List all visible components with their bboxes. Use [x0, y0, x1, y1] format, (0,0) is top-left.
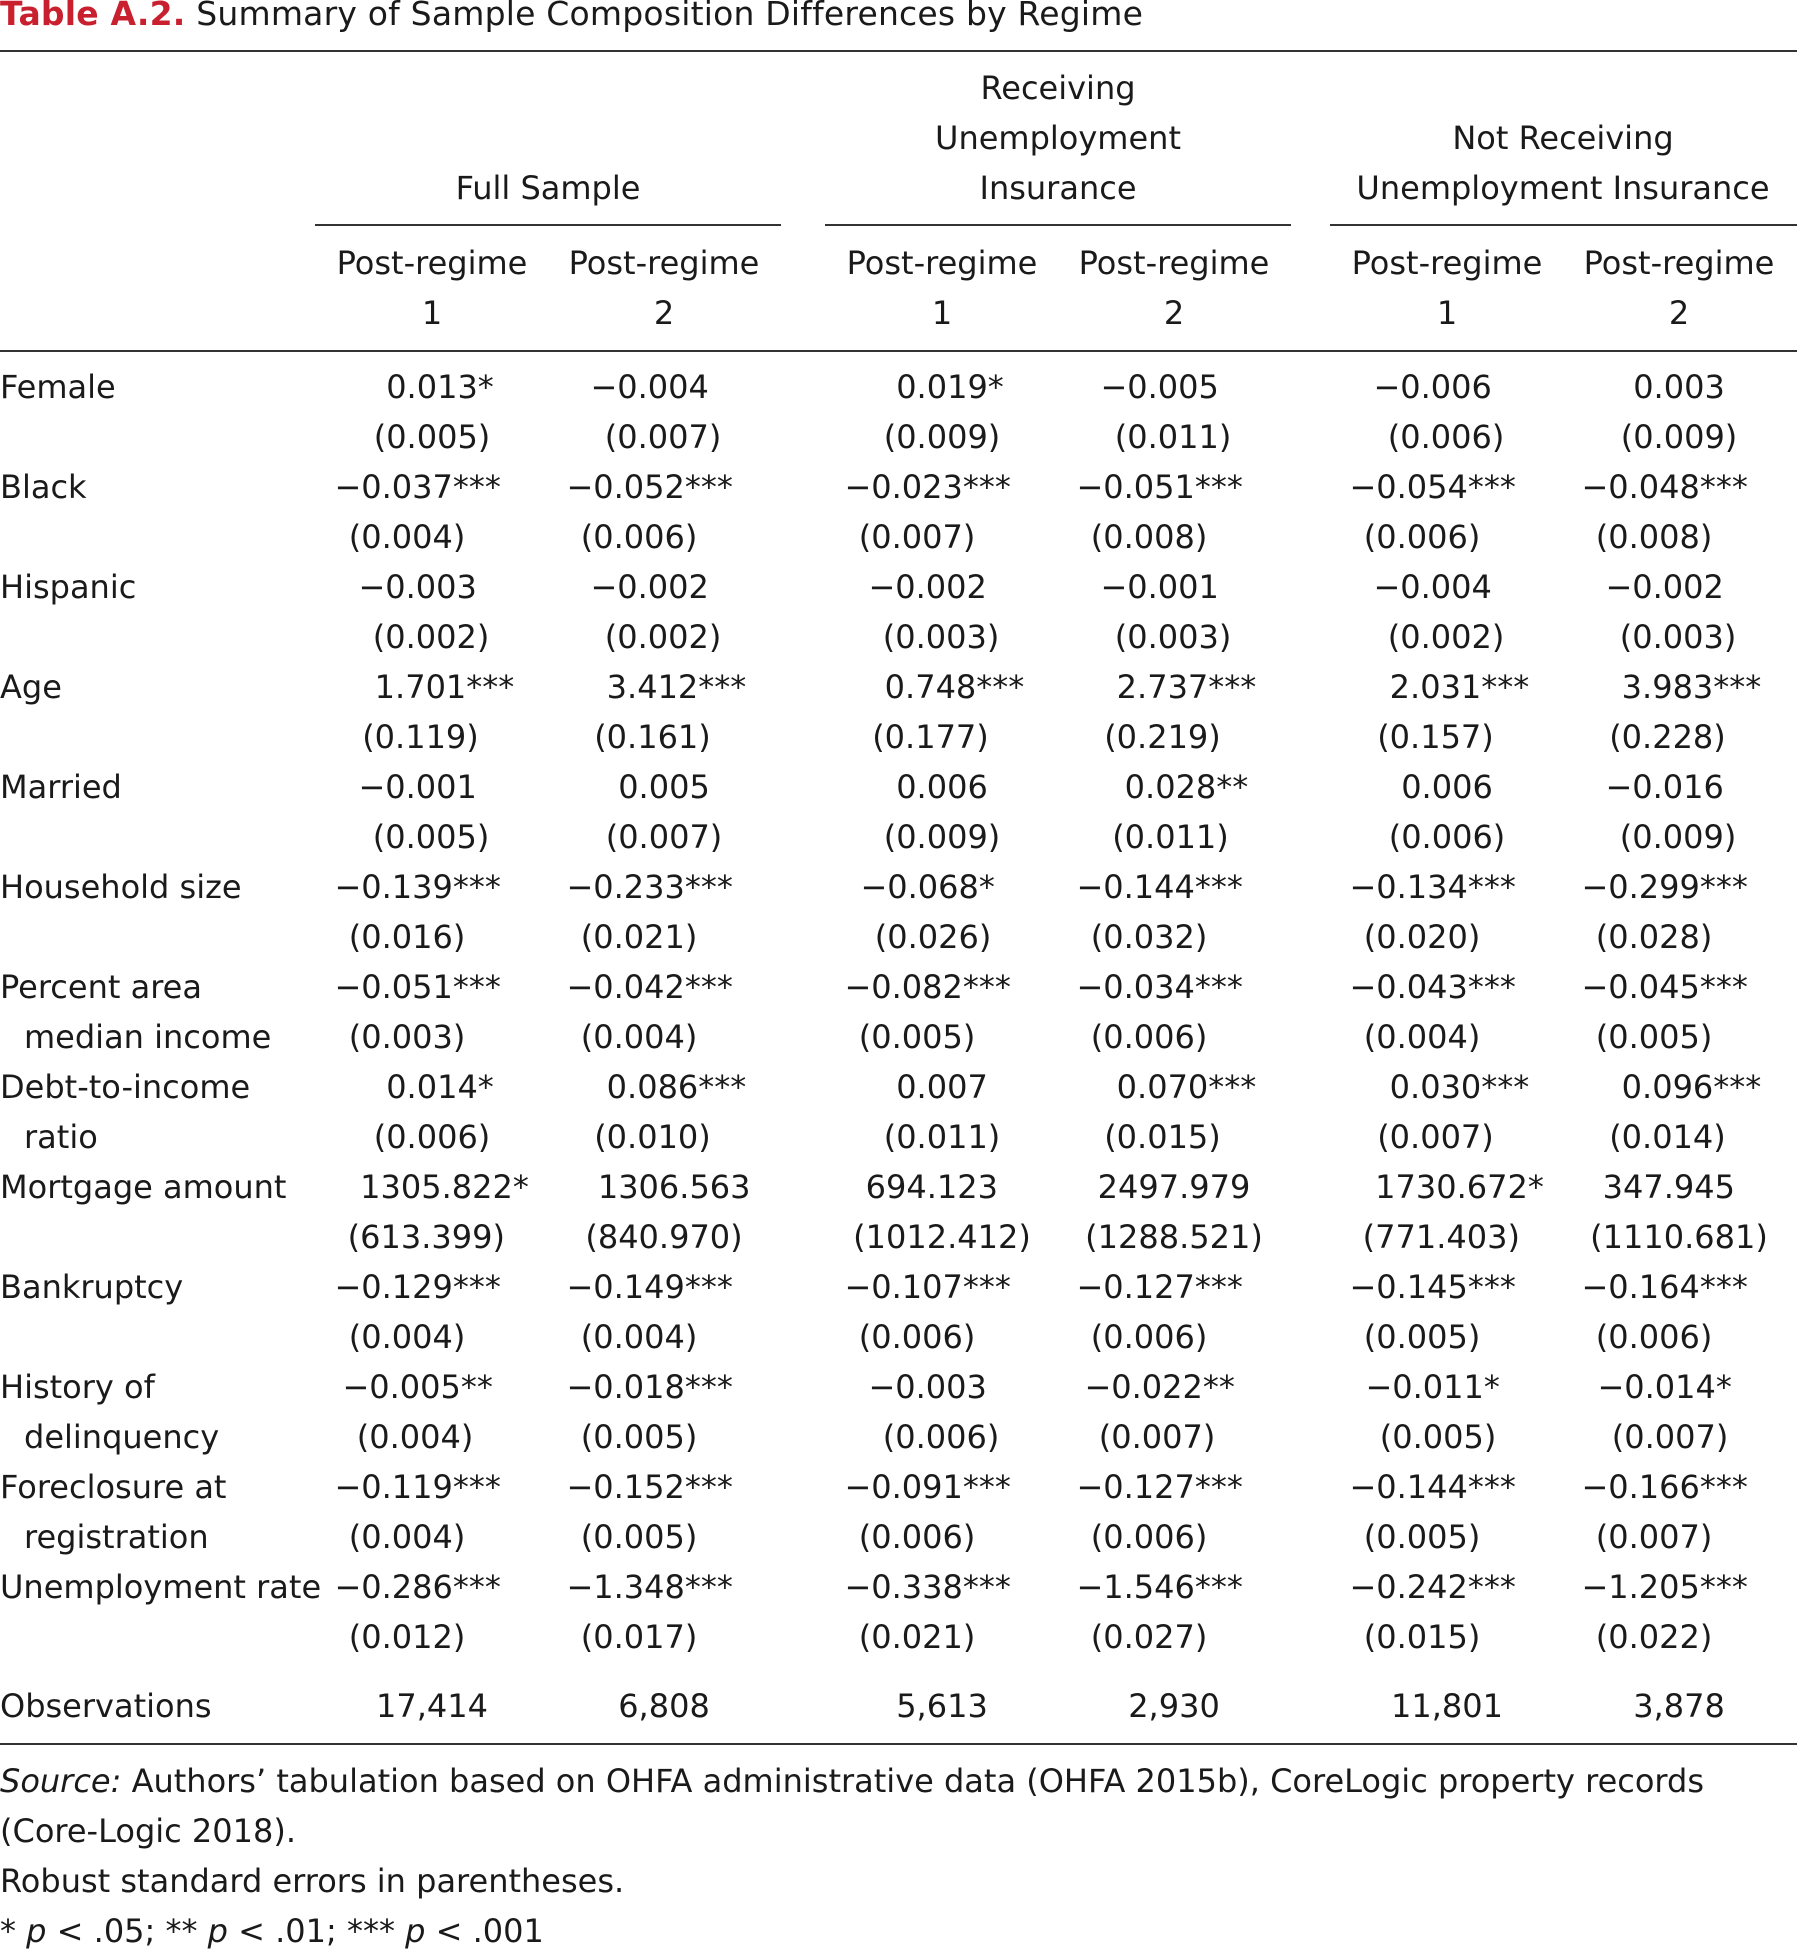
- table-cell: [1389, 762, 1506, 862]
- table-cell: [844, 1562, 1010, 1662]
- standard-error: (0.004): [580, 1018, 698, 1056]
- observations-value: 2,930: [1128, 1687, 1220, 1725]
- standard-error: (0.006): [1090, 1518, 1208, 1556]
- standard-error: (1012.412): [853, 1218, 1031, 1256]
- estimate: −0.139***: [334, 868, 501, 906]
- standard-error: (0.002): [372, 618, 490, 656]
- standard-error: (0.007): [1595, 1518, 1713, 1556]
- table-cell: [1621, 362, 1738, 462]
- estimate: 0.014*: [386, 1068, 494, 1106]
- standard-error: (0.004): [356, 1418, 474, 1456]
- estimate: −0.001: [358, 768, 477, 806]
- standard-error: (0.003): [348, 1018, 466, 1056]
- estimate: −0.051***: [334, 968, 501, 1006]
- row-label: Hispanic: [0, 568, 137, 606]
- table-cell: [884, 762, 1001, 862]
- estimate: −0.145***: [1349, 1268, 1516, 1306]
- column-header: Post-regime 2: [1078, 244, 1270, 332]
- estimate: 0.003: [1633, 368, 1725, 406]
- table-cell: [566, 1362, 732, 1462]
- standard-error: (840.970): [585, 1218, 743, 1256]
- standard-error: (0.007): [1611, 1418, 1729, 1456]
- table-cell: [1349, 462, 1515, 562]
- row-label: Bankruptcy: [0, 1268, 184, 1306]
- table-cell: [585, 1162, 750, 1262]
- estimate: 0.005: [618, 768, 710, 806]
- table-label: Table A.2.: [0, 0, 186, 33]
- standard-error: (771.403): [1362, 1218, 1520, 1256]
- estimate: −1.546***: [1076, 1568, 1243, 1606]
- table-cell: [1076, 862, 1242, 962]
- estimate: −0.338***: [844, 1568, 1011, 1606]
- table-cell: [1076, 1262, 1242, 1362]
- table-cell: [358, 762, 489, 862]
- estimate: 0.070***: [1116, 1068, 1257, 1106]
- table-cell: [1100, 362, 1231, 462]
- standard-error: (0.021): [858, 1618, 976, 1656]
- standard-error: (613.399): [347, 1218, 505, 1256]
- estimate: −0.002: [868, 568, 987, 606]
- estimate: −0.018***: [566, 1368, 733, 1406]
- standard-error: (0.020): [1363, 918, 1481, 956]
- estimate: −0.134***: [1349, 868, 1516, 906]
- estimate: 3.412***: [606, 668, 747, 706]
- estimate: −0.107***: [844, 1268, 1011, 1306]
- estimate: 694.123: [865, 1168, 998, 1206]
- standard-error: (0.010): [594, 1118, 711, 1156]
- table-cell: [362, 662, 514, 762]
- standard-error: (0.004): [1363, 1018, 1481, 1056]
- table-cell: [844, 962, 1010, 1062]
- group-rule-not-receiving-ui: [1330, 224, 1797, 226]
- table-cell: [374, 1062, 494, 1162]
- standard-error: (0.219): [1104, 718, 1221, 756]
- table-cell: [872, 662, 1024, 762]
- significance-note: * p < .05; ** p < .01; *** p < .001: [0, 1912, 544, 1950]
- standard-error: (0.004): [348, 518, 466, 556]
- estimate: 0.030***: [1389, 1068, 1530, 1106]
- standard-error: (0.004): [348, 1518, 466, 1556]
- standard-error: (0.005): [580, 1518, 698, 1556]
- table-cell: [1581, 1462, 1747, 1562]
- estimate: −0.003: [868, 1368, 987, 1406]
- row-label: Age: [0, 668, 62, 706]
- estimate: 1305.822*: [360, 1168, 529, 1206]
- standard-error: (0.007): [858, 518, 976, 556]
- standard-error: (0.003): [1619, 618, 1737, 656]
- table-cell: [860, 862, 994, 962]
- table-cell: [1377, 1062, 1529, 1162]
- standard-error: (0.009): [883, 818, 1001, 856]
- table-cell: [334, 462, 500, 562]
- estimate: 0.006: [896, 768, 988, 806]
- estimate: −1.348***: [566, 1568, 733, 1606]
- table-cell: [566, 862, 732, 962]
- standard-error: (0.006): [882, 1418, 1000, 1456]
- standard-error: (0.006): [1387, 418, 1505, 456]
- estimate: −0.242***: [1349, 1568, 1516, 1606]
- standard-error: (0.005): [373, 418, 491, 456]
- table-cell: [1349, 862, 1515, 962]
- estimate: −0.299***: [1581, 868, 1748, 906]
- standard-error-note: Robust standard errors in parentheses.: [0, 1862, 625, 1900]
- estimate: 0.096***: [1621, 1068, 1762, 1106]
- row-label: Black: [0, 468, 87, 506]
- observations-label: Observations: [0, 1687, 212, 1725]
- table-cell: [594, 1062, 746, 1162]
- estimate: 0.086***: [606, 1068, 747, 1106]
- table-cell: [334, 862, 500, 962]
- estimate: −0.042***: [566, 968, 733, 1006]
- table-cell: [566, 1462, 732, 1562]
- estimate: −1.205***: [1581, 1568, 1748, 1606]
- estimate: −0.045***: [1581, 968, 1748, 1006]
- estimate: 2.737***: [1116, 668, 1257, 706]
- table-cell: [606, 762, 723, 862]
- column-header: Post-regime 1: [846, 244, 1038, 332]
- estimate: 1306.563: [597, 1168, 751, 1206]
- standard-error: (0.006): [858, 1318, 976, 1356]
- column-header: Post-regime 1: [1351, 244, 1543, 332]
- observations-value: 6,808: [618, 1687, 710, 1725]
- estimate: 0.748***: [884, 668, 1025, 706]
- standard-error: (0.006): [1595, 1318, 1713, 1356]
- table-cell: [566, 1562, 732, 1662]
- table-cell: [1349, 1562, 1515, 1662]
- estimate: −0.082***: [844, 968, 1011, 1006]
- table-cell: [566, 962, 732, 1062]
- standard-error: (0.007): [1377, 1118, 1494, 1156]
- table-cell: [1365, 1362, 1499, 1462]
- estimate: −0.022**: [1084, 1368, 1235, 1406]
- standard-error: (0.005): [372, 818, 490, 856]
- table-cell: [844, 1262, 1010, 1362]
- estimate: −0.233***: [566, 868, 733, 906]
- table-cell: [1605, 762, 1736, 862]
- table-cell: [1363, 1162, 1544, 1262]
- estimate: 0.028**: [1124, 768, 1249, 806]
- table-cell: [334, 1262, 500, 1362]
- table-cell: [1377, 662, 1529, 762]
- table-cell: [1349, 1262, 1515, 1362]
- group-header-not-receiving-ui: Not Receiving Unemployment Insurance: [1356, 119, 1770, 207]
- standard-error: (0.006): [1090, 1318, 1208, 1356]
- estimate: −0.286***: [334, 1568, 501, 1606]
- standard-error: (0.005): [1595, 1018, 1713, 1056]
- estimate: −0.129***: [334, 1268, 501, 1306]
- estimate: −0.149***: [566, 1268, 733, 1306]
- estimate: −0.002: [590, 568, 709, 606]
- table-cell: [1609, 662, 1761, 762]
- standard-error: (0.022): [1595, 1618, 1713, 1656]
- standard-error: (0.228): [1609, 718, 1726, 756]
- table-cell: [566, 462, 732, 562]
- standard-error: (0.006): [858, 1518, 976, 1556]
- estimate: 347.945: [1602, 1168, 1735, 1206]
- estimate: 0.019*: [896, 368, 1004, 406]
- estimate: −0.037***: [334, 468, 501, 506]
- table-cell: [884, 362, 1004, 462]
- estimate: −0.011*: [1365, 1368, 1500, 1406]
- estimate: −0.004: [1373, 568, 1492, 606]
- standard-error: (0.016): [348, 918, 466, 956]
- header-rule: [0, 350, 1797, 352]
- observations-value: 3,878: [1633, 1687, 1725, 1725]
- table-cell: [594, 662, 746, 762]
- estimate: 0.013*: [386, 368, 494, 406]
- row-label: Female: [0, 368, 116, 406]
- estimate: −0.048***: [1581, 468, 1748, 506]
- table-cell: [1581, 462, 1747, 562]
- group-rule-full-sample: [315, 224, 781, 226]
- column-header: Post-regime 2: [568, 244, 760, 332]
- standard-error: (0.015): [1363, 1618, 1481, 1656]
- estimate: −0.127***: [1076, 1268, 1243, 1306]
- table-cell: [1084, 1362, 1234, 1462]
- estimate: −0.006: [1373, 368, 1492, 406]
- table-cell: [342, 1362, 492, 1462]
- standard-error: (0.008): [1595, 518, 1713, 556]
- table-cell: [1590, 1162, 1768, 1262]
- table-cell: [566, 1262, 732, 1362]
- row-label: Married: [0, 768, 122, 806]
- estimate: −0.164***: [1581, 1268, 1748, 1306]
- standard-error: (0.005): [580, 1418, 698, 1456]
- estimate: −0.005: [1100, 368, 1219, 406]
- group-header-receiving-ui: Receiving Unemployment Insurance: [935, 69, 1181, 207]
- estimate: 1730.672*: [1375, 1168, 1544, 1206]
- standard-error: (0.011): [883, 1118, 1001, 1156]
- standard-error: (0.005): [1379, 1418, 1497, 1456]
- estimate: −0.051***: [1076, 468, 1243, 506]
- standard-error: (0.003): [1114, 618, 1232, 656]
- table-cell: [374, 362, 494, 462]
- standard-error: (0.119): [362, 718, 479, 756]
- standard-error: (0.011): [1112, 818, 1229, 856]
- table-cell: [1581, 862, 1747, 962]
- standard-error: (0.028): [1595, 918, 1713, 956]
- estimate: 3.983***: [1621, 668, 1762, 706]
- estimate: −0.034***: [1076, 968, 1243, 1006]
- row-label: Percent area median income: [0, 968, 272, 1056]
- estimate: −0.043***: [1349, 968, 1516, 1006]
- standard-error: (0.021): [580, 918, 698, 956]
- estimate: 1.701***: [374, 668, 515, 706]
- standard-error: (0.006): [580, 518, 698, 556]
- standard-error: (0.006): [373, 1118, 491, 1156]
- table-cell: [1076, 1462, 1242, 1562]
- table-cell: [1581, 1262, 1747, 1362]
- table-title: Summary of Sample Composition Differences by Regime: [196, 0, 1144, 33]
- standard-error: (0.177): [872, 718, 989, 756]
- standard-error: (1288.521): [1085, 1218, 1263, 1256]
- estimate: −0.144***: [1349, 1468, 1516, 1506]
- table-cell: [590, 562, 721, 662]
- standard-error: (0.009): [1619, 818, 1737, 856]
- table-caption: [0, 0, 1143, 33]
- standard-error: (0.006): [1090, 1018, 1208, 1056]
- standard-error: (0.007): [605, 818, 723, 856]
- table-cell: [1100, 562, 1231, 662]
- standard-error: (0.027): [1090, 1618, 1208, 1656]
- table-cell: [1104, 1062, 1256, 1162]
- table-cell: [868, 562, 999, 662]
- standard-error: (0.007): [1098, 1418, 1216, 1456]
- estimate: 2497.979: [1097, 1168, 1251, 1206]
- standard-error: (1110.681): [1590, 1218, 1768, 1256]
- estimate: −0.068*: [860, 868, 995, 906]
- table-cell: [1349, 962, 1515, 1062]
- table-cell: [844, 1462, 1010, 1562]
- group-header-full-sample: Full Sample: [455, 169, 641, 207]
- table-cell: [334, 962, 500, 1062]
- table-cell: [1373, 562, 1504, 662]
- table-cell: [1581, 962, 1747, 1062]
- table-cell: [1076, 462, 1242, 562]
- table-cell: [1605, 562, 1736, 662]
- top-rule: [0, 50, 1797, 52]
- observations-value: 17,414: [376, 1687, 488, 1725]
- table-cell: [334, 1562, 500, 1662]
- estimate: −0.166***: [1581, 1468, 1748, 1506]
- estimate: 2.031***: [1389, 668, 1530, 706]
- table-cell: [1373, 362, 1504, 462]
- standard-error: (0.004): [580, 1318, 698, 1356]
- standard-error: (0.005): [858, 1018, 976, 1056]
- table-cell: [1104, 662, 1256, 762]
- estimate: −0.091***: [844, 1468, 1011, 1506]
- standard-error: (0.005): [1363, 1518, 1481, 1556]
- standard-error: (0.007): [604, 418, 722, 456]
- observations-value: 11,801: [1391, 1687, 1503, 1725]
- standard-error: (0.017): [580, 1618, 698, 1656]
- group-rule-receiving-ui: [825, 224, 1291, 226]
- row-label: Mortgage amount: [0, 1168, 287, 1206]
- table-cell: [590, 362, 721, 462]
- standard-error: (0.006): [1388, 818, 1506, 856]
- table-cell: [334, 1462, 500, 1562]
- estimate: −0.004: [590, 368, 709, 406]
- table-cell: [348, 1162, 529, 1262]
- row-label: History of delinquency: [0, 1368, 220, 1456]
- standard-error: (0.011): [1114, 418, 1232, 456]
- table-cell: [1349, 1462, 1515, 1562]
- table-cell: [1597, 1362, 1731, 1462]
- estimate: −0.054***: [1349, 468, 1516, 506]
- row-label: Foreclosure at registration: [0, 1468, 227, 1556]
- table-cell: [844, 462, 1010, 562]
- standard-error: (0.014): [1609, 1118, 1726, 1156]
- standard-error: (0.026): [874, 918, 992, 956]
- standard-error: (0.032): [1090, 918, 1208, 956]
- table-cell: [1085, 1162, 1263, 1262]
- column-header: Post-regime 1: [336, 244, 528, 332]
- estimate: 0.007: [896, 1068, 988, 1106]
- table-cell: [1076, 1562, 1242, 1662]
- standard-error: (0.006): [1363, 518, 1481, 556]
- estimate: −0.119***: [334, 1468, 501, 1506]
- table-cell: [1581, 1562, 1747, 1662]
- estimate: −0.016: [1605, 768, 1724, 806]
- estimate: −0.002: [1605, 568, 1724, 606]
- source-note: Source: Authors’ tabulation based on OHFA administrative data (OHFA 2015b), CoreLogic property records (Core-Logic 2018).: [0, 1762, 1704, 1850]
- table-cell: [1076, 962, 1242, 1062]
- estimate: −0.144***: [1076, 868, 1243, 906]
- row-label: Debt-to-income ratio: [0, 1068, 251, 1156]
- estimate: 0.006: [1401, 768, 1493, 806]
- table-cell: [1609, 1062, 1761, 1162]
- observations-value: 5,613: [896, 1687, 988, 1725]
- estimate: −0.003: [358, 568, 477, 606]
- row-label: Unemployment rate: [0, 1568, 322, 1606]
- estimate: −0.052***: [566, 468, 733, 506]
- table-cell: [853, 1162, 1031, 1262]
- standard-error: (0.004): [348, 1318, 466, 1356]
- standard-error: (0.003): [882, 618, 1000, 656]
- table-cell: [868, 1362, 999, 1462]
- standard-error: (0.015): [1104, 1118, 1221, 1156]
- standard-error: (0.005): [1363, 1318, 1481, 1356]
- standard-error: (0.157): [1377, 718, 1494, 756]
- estimate: −0.023***: [844, 468, 1011, 506]
- standard-error: (0.009): [1620, 418, 1738, 456]
- estimate: −0.152***: [566, 1468, 733, 1506]
- estimate: −0.001: [1100, 568, 1219, 606]
- estimate: −0.005**: [342, 1368, 493, 1406]
- table-cell: [358, 562, 489, 662]
- estimate: −0.014*: [1597, 1368, 1732, 1406]
- standard-error: (0.012): [348, 1618, 466, 1656]
- bottom-rule: [0, 1743, 1797, 1745]
- table-cell: [1112, 762, 1248, 862]
- standard-error: (0.002): [604, 618, 722, 656]
- standard-error: (0.002): [1387, 618, 1505, 656]
- standard-error: (0.161): [594, 718, 711, 756]
- standard-error: (0.009): [883, 418, 1001, 456]
- estimate: −0.127***: [1076, 1468, 1243, 1506]
- column-header: Post-regime 2: [1583, 244, 1775, 332]
- standard-error: (0.008): [1090, 518, 1208, 556]
- table-cell: [884, 1062, 1001, 1162]
- row-label: Household size: [0, 868, 242, 906]
